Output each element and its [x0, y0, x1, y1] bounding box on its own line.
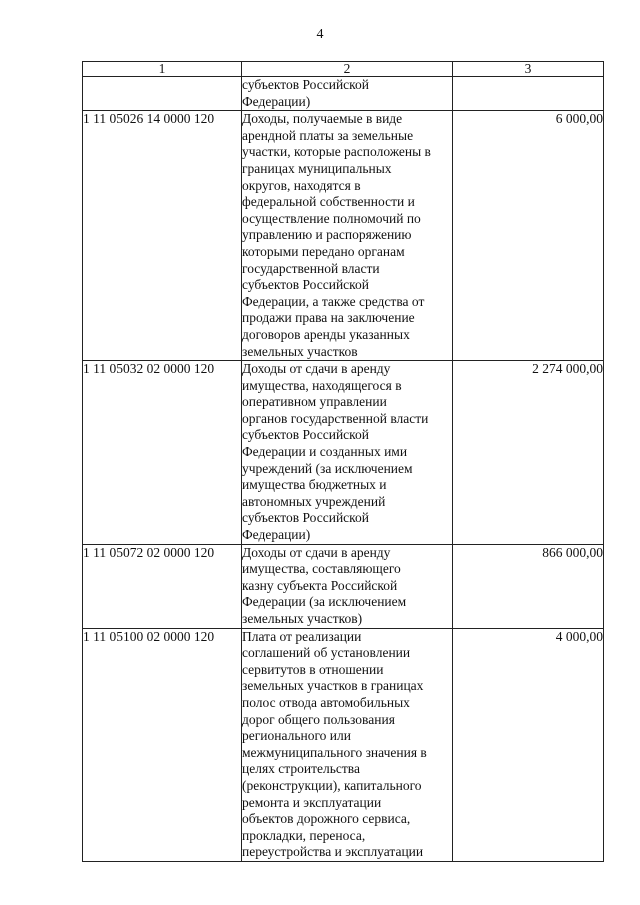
row-name	[242, 361, 453, 545]
row-code: 1 11 05100 02 0000 120	[83, 628, 242, 861]
row-code: 1 11 05032 02 0000 120	[83, 361, 242, 545]
table-header-row	[83, 62, 604, 77]
row-code: 1 11 05026 14 0000 120	[83, 111, 242, 361]
row-name	[242, 544, 453, 628]
column-header-code: 1	[83, 62, 242, 77]
row-code	[83, 77, 242, 111]
row-amount	[453, 77, 604, 111]
row-amount: 4 000,00	[453, 628, 604, 861]
row-code: 1 11 05072 02 0000 120	[83, 544, 242, 628]
column-header-name: 2	[242, 62, 453, 77]
row-name-text: субъектов Российской Федерации)	[242, 77, 370, 109]
row-name	[242, 77, 453, 111]
row-name-text: Доходы от сдачи в аренду имущества, составляющего казну субъекта Российской Федерации (за исключением земельных участков)	[242, 544, 407, 626]
table-row	[83, 628, 604, 861]
row-amount: 6 000,00	[453, 111, 604, 361]
row-name-text: Доходы от сдачи в аренду имущества, находящегося в оперативном управлении органов государственной власти субъектов Российской Федерации и созданных ими учреждений (за исключением имущества бюджетных и автономных учреждений субъектов Российской Федерации)	[242, 361, 429, 543]
page-number: 4	[316, 27, 324, 42]
row-name-text: Плата от реализации соглашений об установлении сервитутов в отношении земельных участков в границах полос отвода автомобильных дорог общего пользования регионального или межмуниципального значения в целях строительства (реконструкции), капитального ремонта и эксплуатации объектов дорожного сервиса, прокладки, переноса, переустройства и эксплуатации	[242, 628, 427, 860]
table-row	[83, 77, 604, 111]
row-name	[242, 111, 453, 361]
row-name-text: Доходы, получаемые в виде арендной платы за земельные участки, которые расположены в границах муниципальных округов, находятся в федеральной собственности и осуществление полномочий по управлению и распоряжению которыми передано органам государственной власти субъектов Российской Федерации, а также средства от продажи права на заключение договоров аренды указанных земельных участков	[242, 111, 431, 359]
table-row	[83, 544, 604, 628]
row-amount: 2 274 000,00	[453, 361, 604, 545]
row-name	[242, 628, 453, 861]
revenue-table	[82, 61, 604, 862]
table-row	[83, 111, 604, 361]
row-amount: 866 000,00	[453, 544, 604, 628]
column-header-amount: 3	[453, 62, 604, 77]
table-row	[83, 361, 604, 545]
